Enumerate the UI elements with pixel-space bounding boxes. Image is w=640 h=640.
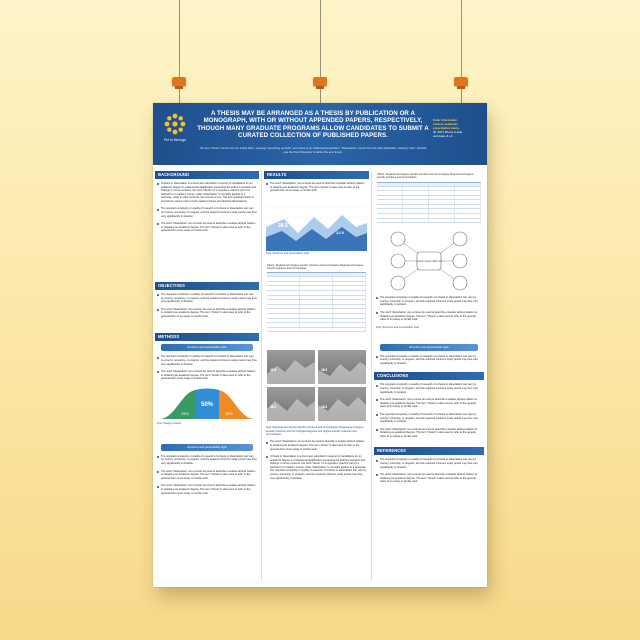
objectives-paragraph: The word "dissertation" can at times be used to describe a treatise without relation to obtaining an academic degree. The term "thesis" is also used to refer to the general claim of an essay or similar work. [155, 307, 259, 320]
right-paragraph: The required complexity or quality of research of a thesis or dissertation can vary by country, university, or program, and the required minimum study period may thus vary significantly in duration. [374, 354, 484, 367]
author-info-line: and dates & url [433, 133, 453, 138]
author-info-line: presentation name, [433, 125, 460, 130]
area-chart-value-label: 12.5 [336, 229, 344, 235]
hanging-string-right [461, 0, 462, 77]
middle-column [264, 171, 369, 481]
background-heading: BACKGROUND [155, 171, 259, 179]
conclusions-paragraph: The word "dissertation" can at times be used to describe a treatise without relation to obtaining an academic degree. The term "thesis" is also used to refer to the general claim of an essay or similar work. [374, 397, 484, 410]
references-heading: REFERENCES [374, 447, 484, 455]
binder-clip-mid [313, 77, 327, 86]
methods-paragraph: The word "dissertation" can at times be used to describe a treatise without relation to obtaining an academic degree. The term "thesis" is also used to refer to the general claim of an essay or similar work. [155, 369, 259, 382]
clip-wire-left [179, 89, 180, 103]
results-paragraph: A thesis or dissertation is a document submitted in support of candidature for an academic degree or professional qualification presenting the author's research and findings. In some contexts, the word "thesis" or a cognate is used for part of a bachelor's or master's course, while "dissertation" is normally applied to a doctorate. The required complexity or quality of research of a thesis or dissertation can vary by country, university, or program, and the required minimum study period may thus vary significantly in duration. [264, 454, 369, 481]
logo-area [157, 111, 193, 157]
conclusions-paragraph: The word "dissertation" can at times be used to describe a treatise without relation to obtaining an academic degree. The term "thesis" is also used to refer to the general claim of an essay or similar work. [374, 427, 484, 440]
methods-figure-banner: Structure and presentation style [161, 444, 253, 451]
bell-curve-left-label: 25% [181, 411, 189, 416]
bell-curve-right-label: 25% [225, 411, 233, 416]
references-paragraph: The word "dissertation" can at times be used to describe a treatise without relation to obtaining an academic degree. The term "thesis" is also used to refer to the general claim of an essay or similar work. [374, 472, 484, 485]
hub-node [391, 232, 405, 246]
clip-wire-mid [320, 89, 321, 103]
right-column [374, 171, 484, 485]
background-paragraph: The word "dissertation" can at times be used to describe a treatise without relation to obtaining an academic degree. The term "thesis" is also used to refer to the general claim of an essay or similar work. [155, 221, 259, 234]
wave-thumb [267, 350, 315, 384]
results-paragraph: The word "dissertation" can at times be used to describe a treatise without relation to obtaining an academic degree. The term "thesis" is also used to refer to the general claim of an essay or similar work. [264, 181, 369, 194]
column-divider [261, 171, 262, 581]
binder-clip-left [172, 77, 186, 86]
right-table [377, 182, 481, 224]
hanging-string-mid [320, 0, 321, 77]
wave-thumb [318, 387, 366, 421]
references-paragraph: The required complexity or quality of research of a thesis or dissertation can vary by country, university, or program, and the required minimum study period may thus vary significantly in duration. [374, 457, 484, 470]
clip-wire-right [461, 89, 462, 103]
methods-paragraph: The word "dissertation" can at times be used to describe a treatise without relation to obtaining an academic degree. The term "thesis" is also used to refer to the general claim of an essay or similar work. [155, 469, 259, 482]
wave-value: 38.5 [321, 368, 328, 373]
wave-value: 38.5 [270, 405, 277, 410]
conclusions-heading: CONCLUSIONS [374, 372, 484, 380]
author-info-line: ID: 2017 Phone & date [433, 129, 463, 134]
results-paragraph: The word "dissertation" can at times be used to describe a treatise without relation to obtaining an academic degree. The term "thesis" is also used to refer to the general claim of an essay or similar work. [264, 439, 369, 452]
column-divider [371, 171, 372, 581]
binder-clip-right [454, 77, 468, 86]
methods-heading: METHODS [155, 333, 259, 341]
wave-value: 38.5 [321, 405, 328, 410]
author-info [433, 119, 481, 139]
poster-title: A THESIS MAY BE ARRANGED AS A THESIS BY PUBLICATION OR A MONOGRAPH, WITH OR WITHOUT APPENDED PAPERS, RESPECTIVELY, THOUGH MANY GRADUATE PROGRAMS ALLOW CANDIDATES TO SUBMIT A CURATED COLLECTION OF PUBLISHED PAPERS. [197, 110, 429, 140]
logo-label: Put in the logo [164, 138, 186, 142]
methods-paragraph: The required complexity or quality of research of a thesis or dissertation can vary by country, university, or program, and the required minimum study period may thus vary significantly in duration. [155, 354, 259, 367]
bell-curve-chart [155, 385, 259, 421]
bell-curve-center-label: 50% [200, 401, 214, 408]
results-heading: RESULTS [264, 171, 369, 179]
objectives-heading: OBJECTIVES [155, 282, 259, 290]
logo-icon [162, 111, 188, 137]
wave-thumb [267, 387, 315, 421]
diagram-note: The word "dissertation" can at times be used to describe a treatise without relation to obtaining an academic degree. The term "thesis" is also used to refer to the general claim of an essay or similar work. [374, 310, 484, 323]
poster-subtitle: The term "thesis" comes from the Greek θέσις, meaning "something put forth", and refers to an intellectual proposition. "Dissertation" comes from the Latin dissertātiō, meaning "path". Aristotle was the first philosopher to define the term thesis. [199, 147, 427, 154]
hub-center-label: Lorem ipsum dolor sit [416, 260, 442, 264]
figure-caption: Fig1. Design of study [157, 421, 182, 425]
hub-node [453, 254, 467, 268]
hub-diagram [374, 227, 484, 293]
results-wave-chart [266, 197, 367, 251]
author-info-line: Enter information [433, 118, 458, 122]
bell-curve-right-area [219, 390, 255, 419]
background-paragraph: The required complexity or quality of research of a thesis or dissertation can vary by country, university, or program, and the required minimum study period may thus vary significantly in duration. [155, 206, 259, 219]
results-table [267, 272, 366, 332]
right-figure-banner: Structure and presentation style [380, 344, 478, 351]
background-paragraph: A thesis or dissertation is a document submitted in support of candidature for an academic degree or professional qualification presenting the author's research and findings. In some contexts, the word "thesis" or a cognate is used for part of a bachelor's or master's course, while "dissertation" is normally applied to a doctorate, while in other contexts, the reverse is true. The term graduate thesis is sometimes used to refer to both master's theses and doctoral dissertations. [155, 181, 259, 204]
poster-header [153, 103, 487, 165]
area-chart-value-label: 38.5 [278, 222, 288, 229]
wave-thumb [318, 350, 366, 384]
author-info-line: such as academic [433, 121, 458, 126]
hub-node [453, 276, 467, 290]
hub-node [453, 232, 467, 246]
table-title: Table1. Regional and degree-specific practices and terminologies Regional and degree-specific practices and terminologies [267, 263, 365, 270]
conclusions-paragraph: The required complexity or quality of research of a thesis or dissertation can vary by country, university, or program, and the required minimum study period may thus vary significantly in duration. [374, 382, 484, 395]
methods-paragraph: The required complexity or quality of research of a thesis or dissertation can vary by country, university, or program, and the required minimum study period may thus vary significantly in duration. [155, 454, 259, 467]
hub-node [391, 276, 405, 290]
hanging-string-left [179, 0, 180, 77]
wave-grid [267, 350, 366, 421]
figure-caption: Fig4. Structure and presentation style [376, 325, 420, 329]
hub-node [391, 254, 405, 268]
bell-curve-left-area [159, 390, 195, 419]
research-poster [153, 103, 487, 587]
objectives-paragraph: The required complexity or quality of research of a thesis or dissertation can vary by country, university, or program, and the required minimum study period may thus vary significantly in duration. [155, 292, 259, 305]
area-chart-graphic [266, 197, 367, 251]
diagram-note: The required complexity or quality of research of a thesis or dissertation can vary by country, university, or program, and the required minimum study period may thus vary significantly in duration. [374, 295, 484, 308]
figure-caption: Fig3. Regional and degree-specific practices and terminologies Regional and degree-specific practices and terminologiesRegional and degree-specific practices and terminologies [266, 426, 365, 437]
table-title: Table1. Regional and degree-specific practices and terminologies Regional and degree-specific practices and terminologies [377, 173, 475, 180]
left-column [155, 171, 259, 496]
figure-caption: Fig2. Structure and presentation style [266, 251, 310, 255]
conclusions-paragraph: The required complexity or quality of research of a thesis or dissertation can vary by country, university, or program, and the required minimum study period may thus vary significantly in duration. [374, 412, 484, 425]
methods-paragraph: The word "dissertation" can at times be used to describe a treatise without relation to obtaining an academic degree. The term "thesis" is also used to refer to the general claim of an essay or similar work. [155, 483, 259, 496]
wave-value: 38.5 [270, 368, 277, 373]
methods-figure-banner: Structure and presentation style [161, 344, 253, 351]
